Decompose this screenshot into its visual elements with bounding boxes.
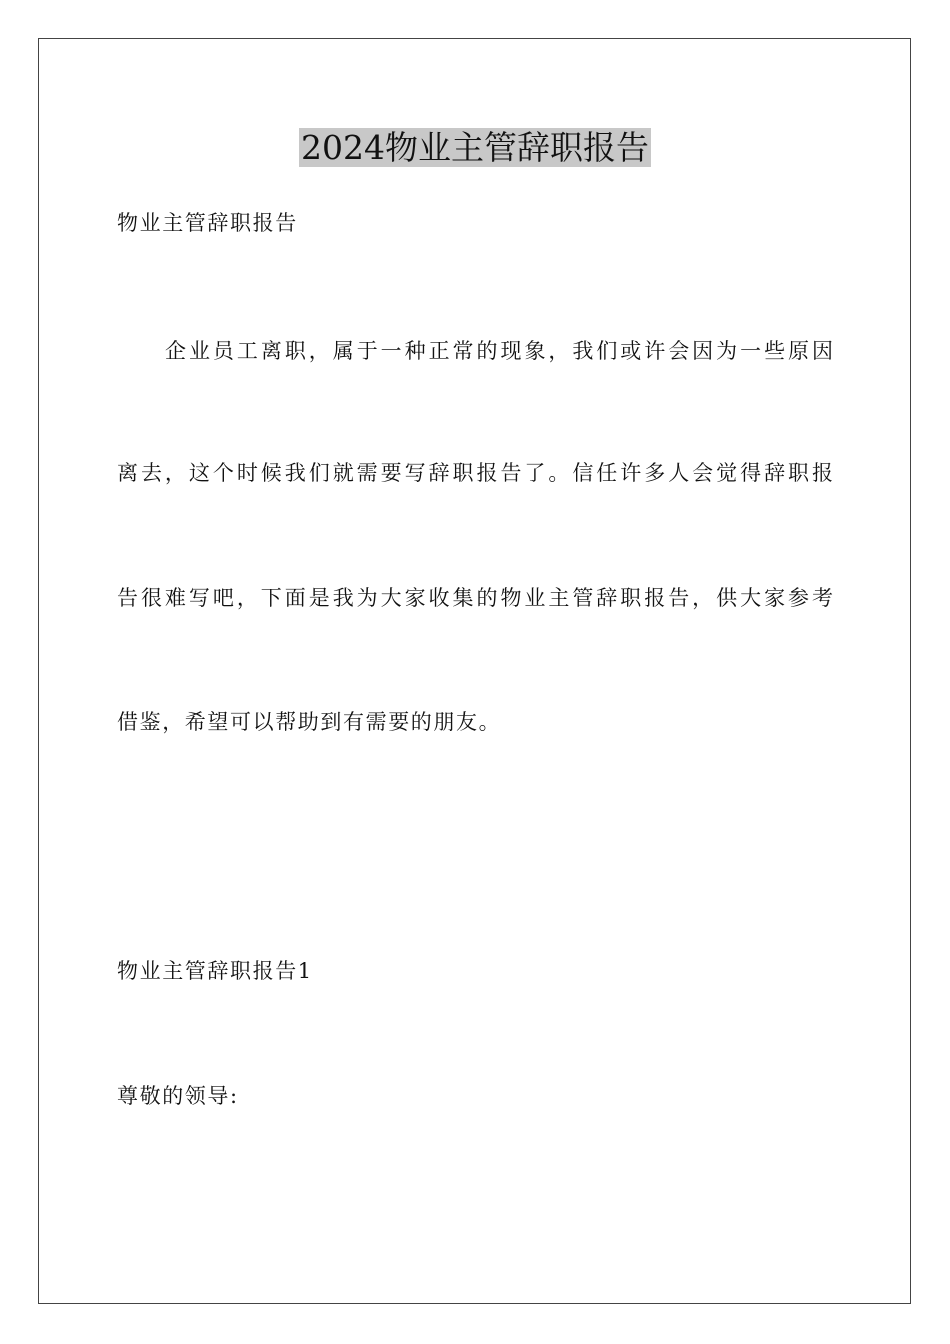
intro-paragraph-line-3: 告很难写吧，下面是我为大家收集的物业主管辞职报告，供大家参考 (117, 586, 833, 610)
section-heading: 物业主管辞职报告1 (117, 959, 313, 983)
salutation: 尊敬的领导: (117, 1084, 239, 1108)
document-subtitle: 物业主管辞职报告 (117, 211, 298, 235)
intro-paragraph-line-1: 企业员工离职，属于一种正常的现象，我们或许会因为一些原因 (165, 339, 833, 363)
document-title-text: 2024物业主管辞职报告 (301, 128, 649, 167)
intro-paragraph-line-4: 借鉴，希望可以帮助到有需要的朋友。 (117, 710, 502, 734)
document-title (0, 124, 950, 172)
intro-paragraph-line-2: 离去，这个时候我们就需要写辞职报告了。信任许多人会觉得辞职报 (117, 461, 833, 485)
